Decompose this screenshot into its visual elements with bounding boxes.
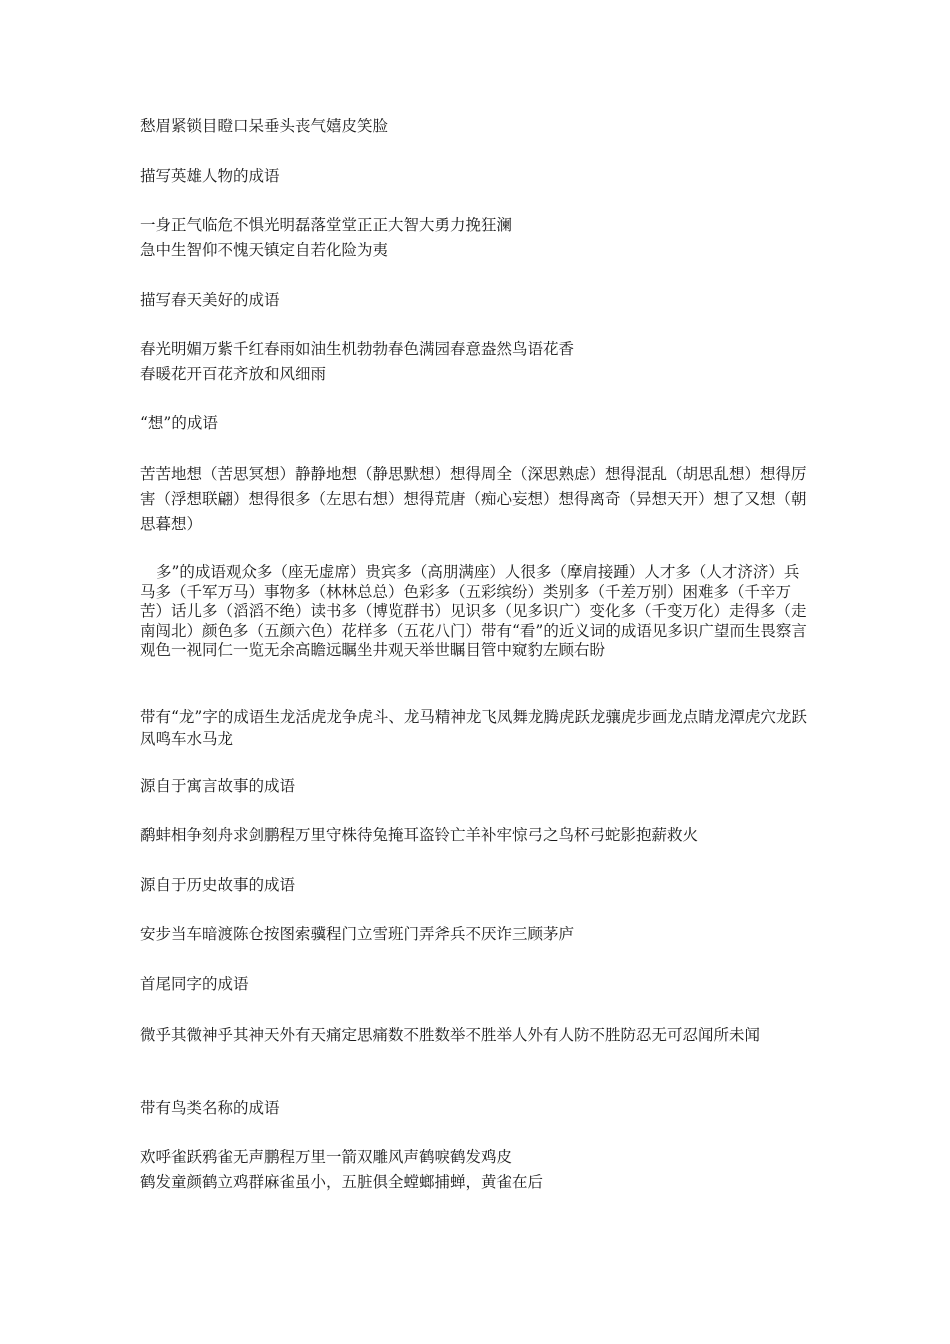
- text-paragraph: 苦苦地想（苦思冥想）静静地想（静思默想）想得周全（深思熟虑）想得混乱（胡思乱想）想得厉害（浮想联翩）想得很多（左思右想）想得荒唐（痴心妄想）想得离奇（异想天开）想了又想（朝思暮想）: [140, 465, 807, 533]
- section-heading: 源自于历史故事的成语: [140, 876, 296, 894]
- text-line: 一身正气临危不惧光明磊落堂堂正正大智大勇力挽狂澜: [140, 216, 513, 234]
- section-heading: 带有鸟类名称的成语: [140, 1099, 280, 1117]
- text-line: 急中生智仰不愧天镇定自若化险为夷: [140, 241, 389, 259]
- text-line: 春暖花开百花齐放和风细雨: [140, 365, 327, 383]
- text-paragraph: 多”的成语观众多（座无虚席）贵宾多（高朋满座）人很多（摩肩接踵）人才多（人才济济）兵马多（千军万马）事物多（林林总总）色彩多（五彩缤纷）类别多（千差万别）困难多（千辛万苦）话儿多（滔滔不绝）读书多（博览群书）见识多（见多识广）变化多（千变万化）走得多（走南闯北）颜色多（五颜六色）花样多（五花八门）带有“看”的近义词的成语见多识广望而生畏察言观色一视同仁一览无余高瞻远瞩坐井观天举世瞩目管中窥豹左顾右盼: [140, 563, 807, 659]
- section-heading: 描写春天美好的成语: [140, 291, 280, 309]
- text-paragraph: 带有“龙”字的成语生龙活虎龙争虎斗、龙马精神龙飞凤舞龙腾虎跃龙骧虎步画龙点睛龙潭虎穴龙跃凤鸣车水马龙: [140, 708, 807, 748]
- text-line: 安步当车暗渡陈仓按图索骥程门立雪班门弄斧兵不厌诈三顾茅庐: [140, 925, 575, 943]
- section-heading: 首尾同字的成语: [140, 975, 249, 993]
- section-heading: 描写英雄人物的成语: [140, 167, 280, 185]
- text-line: 欢呼雀跃鸦雀无声鹏程万里一箭双雕风声鹤唳鹤发鸡皮: [140, 1148, 513, 1166]
- section-heading: “想”的成语: [140, 414, 218, 432]
- text-paragraph: 微乎其微神乎其神天外有天痛定思痛数不胜数举不胜举人外有人防不胜防忍无可忍闻所未闻: [140, 1026, 761, 1044]
- text-line: 春光明媚万紫千红春雨如油生机勃勃春色满园春意盎然鸟语花香: [140, 340, 575, 358]
- text-line: 鹤发童颜鹤立鸡群麻雀虽小，五脏俱全螳螂捕蝉，黄雀在后: [140, 1173, 544, 1191]
- text-line: 鹬蚌相争刻舟求剑鹏程万里守株待兔掩耳盗铃亡羊补牢惊弓之鸟杯弓蛇影抱薪救火: [140, 826, 699, 844]
- section-heading: 源自于寓言故事的成语: [140, 777, 296, 795]
- text-line: 愁眉紧锁目瞪口呆垂头丧气嬉皮笑脸: [140, 117, 389, 135]
